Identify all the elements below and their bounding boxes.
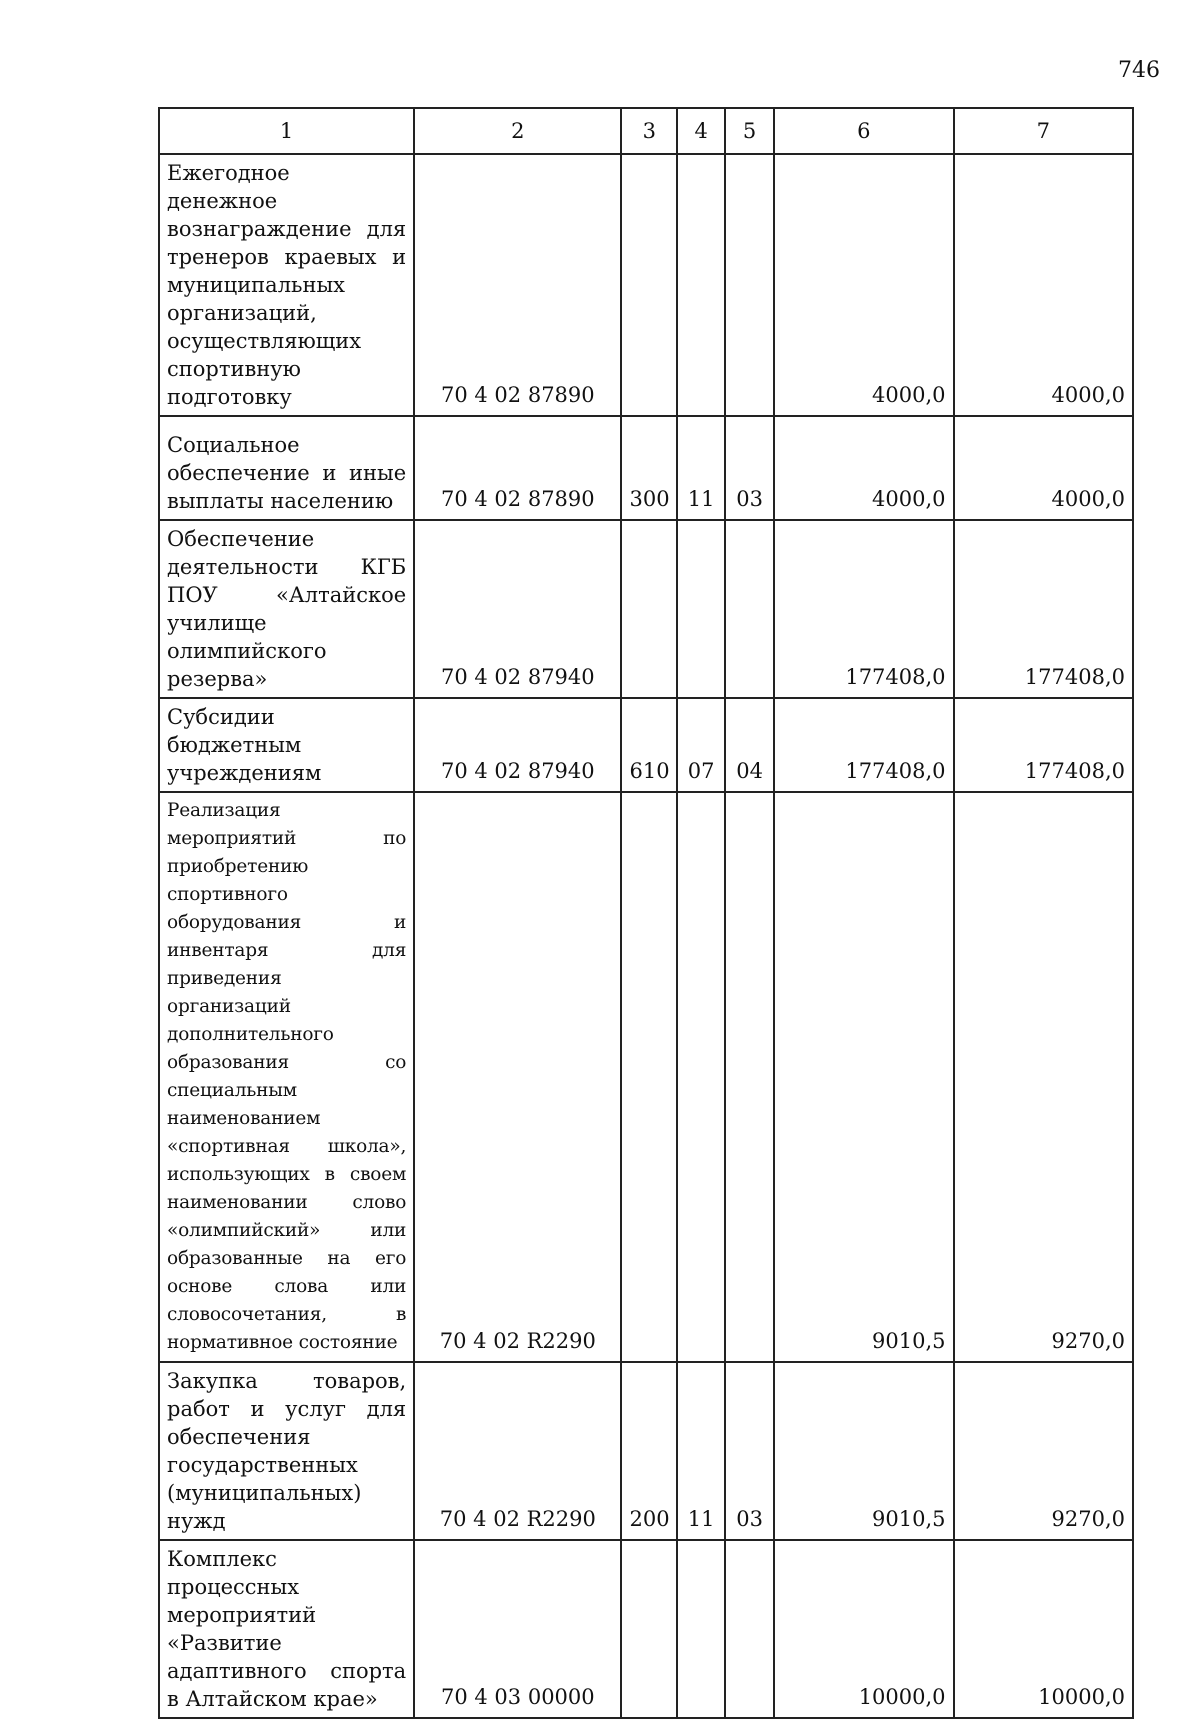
row-subsection	[725, 792, 774, 1362]
row-subsection: 03	[725, 416, 774, 520]
column-header: 3	[621, 108, 677, 154]
row-sum-1: 9010,5	[774, 1362, 953, 1540]
row-section: 07	[677, 698, 725, 792]
row-name: Комплекс процессных мероприятий «Развитие адаптивного спорта в Алтайском крае»	[159, 1540, 414, 1718]
table-row	[159, 1362, 1133, 1540]
row-name: Закупка товаров, работ и услуг для обеспечения государственных (муниципальных) нужд	[159, 1362, 414, 1540]
row-expense-type	[621, 792, 677, 1362]
row-section	[677, 792, 725, 1362]
row-name: Субсидии бюджетным учреждениям	[159, 698, 414, 792]
column-header: 4	[677, 108, 725, 154]
row-target-code: 70 4 02 R2290	[414, 792, 621, 1362]
row-name: Реализация мероприятий по приобретению спортивного оборудования и инвентаря для приведения организаций дополнительного образования со специальным наименованием «спортивная школа», использующих в своем наименовании слово «олимпийский» или образованные на его основе слова или словосочетания, в нормативное состояние	[159, 792, 414, 1362]
table-row	[159, 520, 1133, 698]
row-section	[677, 1540, 725, 1718]
row-sum-2: 177408,0	[954, 698, 1133, 792]
row-sum-1: 177408,0	[774, 698, 953, 792]
row-subsection: 03	[725, 1362, 774, 1540]
row-sum-2: 4000,0	[954, 154, 1133, 416]
row-section: 11	[677, 1362, 725, 1540]
row-sum-1: 177408,0	[774, 520, 953, 698]
table-row	[159, 1540, 1133, 1718]
column-header: 7	[954, 108, 1133, 154]
row-target-code: 70 4 02 87940	[414, 698, 621, 792]
page-number: 746	[1118, 58, 1160, 83]
row-target-code: 70 4 03 00000	[414, 1540, 621, 1718]
row-expense-type: 300	[621, 416, 677, 520]
row-section	[677, 520, 725, 698]
row-subsection	[725, 520, 774, 698]
row-sum-1: 4000,0	[774, 154, 953, 416]
row-sum-2: 10000,0	[954, 1540, 1133, 1718]
row-subsection	[725, 1540, 774, 1718]
row-sum-1: 9010,5	[774, 792, 953, 1362]
row-name: Ежегодное денежное вознаграждение для тренеров краевых и муниципальных организаций, осуществляющих спортивную подготовку	[159, 154, 414, 416]
row-expense-type: 610	[621, 698, 677, 792]
table-header-row	[159, 108, 1133, 154]
row-subsection	[725, 154, 774, 416]
row-name: Социальное обеспечение и иные выплаты населению	[159, 416, 414, 520]
table-row	[159, 698, 1133, 792]
row-target-code: 70 4 02 87890	[414, 416, 621, 520]
row-expense-type	[621, 154, 677, 416]
row-sum-2: 177408,0	[954, 520, 1133, 698]
row-sum-1: 4000,0	[774, 416, 953, 520]
row-sum-2: 9270,0	[954, 1362, 1133, 1540]
row-section	[677, 154, 725, 416]
row-expense-type	[621, 1540, 677, 1718]
table-row	[159, 416, 1133, 520]
column-header: 1	[159, 108, 414, 154]
table-row	[159, 792, 1133, 1362]
column-header: 6	[774, 108, 953, 154]
row-expense-type: 200	[621, 1362, 677, 1540]
row-section: 11	[677, 416, 725, 520]
row-target-code: 70 4 02 R2290	[414, 1362, 621, 1540]
row-target-code: 70 4 02 87890	[414, 154, 621, 416]
row-expense-type	[621, 520, 677, 698]
row-target-code: 70 4 02 87940	[414, 520, 621, 698]
table-row	[159, 154, 1133, 416]
row-name: Обеспечение деятельности КГБ ПОУ «Алтайское училище олимпийского резерва»	[159, 520, 414, 698]
row-sum-2: 4000,0	[954, 416, 1133, 520]
column-header: 5	[725, 108, 774, 154]
row-subsection: 04	[725, 698, 774, 792]
row-sum-1: 10000,0	[774, 1540, 953, 1718]
column-header: 2	[414, 108, 621, 154]
budget-table	[158, 107, 1134, 1719]
row-sum-2: 9270,0	[954, 792, 1133, 1362]
